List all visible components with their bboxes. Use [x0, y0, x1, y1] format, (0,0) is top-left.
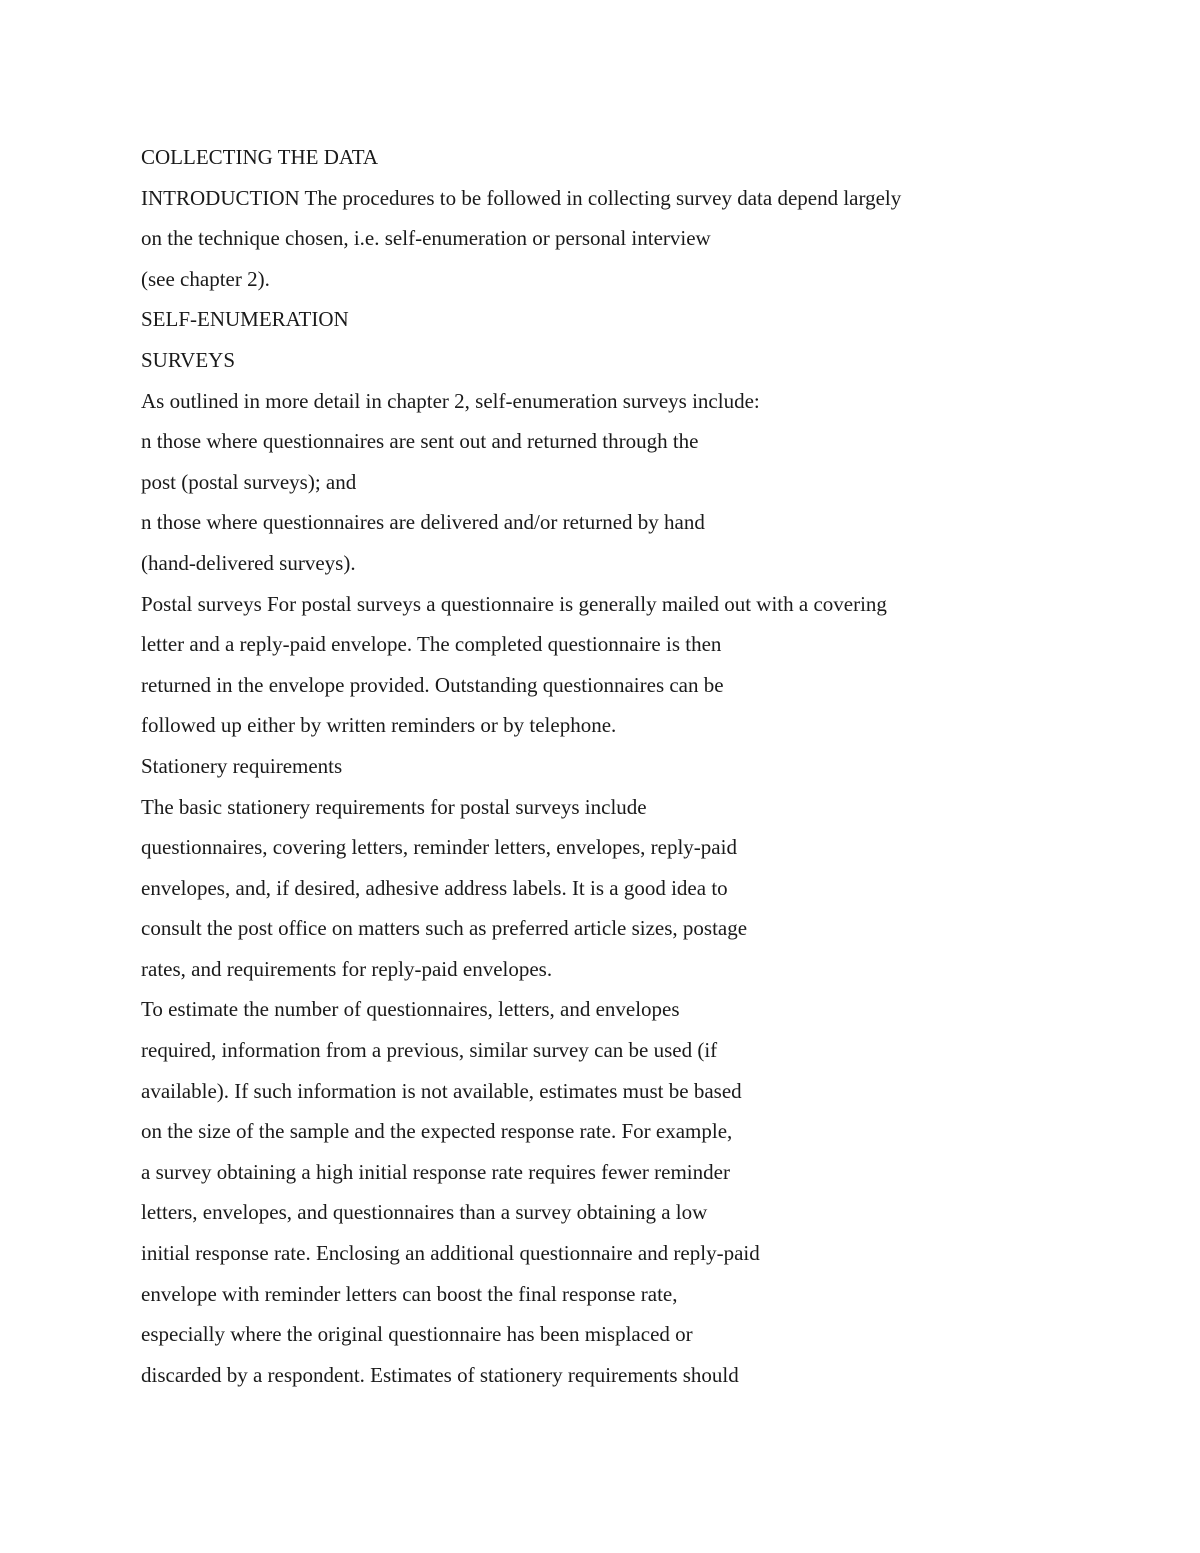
text-line: As outlined in more detail in chapter 2, self-enumeration surveys include: [141, 388, 760, 413]
text-line: returned in the envelope provided. Outstanding questionnaires can be [141, 672, 724, 697]
text-line: required, information from a previous, similar survey can be used (if [141, 1038, 718, 1063]
text-line: envelope with reminder letters can boost the final response rate, [141, 1281, 678, 1306]
introduction-line: INTRODUCTION The procedures to be followed in collecting survey data depend largely [141, 185, 902, 210]
text-line: consult the post office on matters such as preferred article sizes, postage [141, 916, 748, 941]
text-line: letter and a reply-paid envelope. The completed questionnaire is then [141, 632, 722, 657]
section-heading: SURVEYS [141, 347, 236, 372]
document-title: COLLECTING THE DATA [141, 145, 379, 169]
section-heading: SELF-ENUMERATION [141, 307, 349, 332]
text-line: To estimate the number of questionnaires, letters, and envelopes [141, 997, 680, 1022]
text-line: rates, and requirements for reply-paid envelopes. [141, 956, 553, 981]
list-item: n those where questionnaires are sent out and returned through the [141, 429, 699, 454]
text-line: especially where the original questionnaire has been misplaced or [141, 1322, 693, 1347]
list-item: n those where questionnaires are delivered and/or returned by hand [141, 510, 705, 535]
text-line: letters, envelopes, and questionnaires than a survey obtaining a low [141, 1200, 708, 1225]
list-item-continuation: post (postal surveys); and [141, 469, 357, 494]
text-line: The basic stationery requirements for postal surveys include [141, 794, 647, 819]
text-line: on the size of the sample and the expected response rate. For example, [141, 1119, 733, 1144]
text-line: a survey obtaining a high initial response rate requires fewer reminder [141, 1159, 730, 1184]
text-line: initial response rate. Enclosing an additional questionnaire and reply-paid [141, 1241, 760, 1266]
text-line: available). If such information is not available, estimates must be based [141, 1078, 742, 1103]
text-line: questionnaires, covering letters, reminder letters, envelopes, reply-paid [141, 835, 737, 860]
list-item-continuation: (hand-delivered surveys). [141, 550, 356, 575]
text-line: on the technique chosen, i.e. self-enumeration or personal interview [141, 226, 711, 251]
text-line: envelopes, and, if desired, adhesive address labels. It is a good idea to [141, 875, 728, 900]
text-line: discarded by a respondent. Estimates of stationery requirements should [141, 1362, 739, 1387]
text-line: (see chapter 2). [141, 266, 270, 291]
subheading: Stationery requirements [141, 753, 343, 778]
document-body [141, 137, 1141, 1395]
postal-surveys-line: Postal surveys For postal surveys a questionnaire is generally mailed out with a covering [141, 591, 887, 616]
text-line: followed up either by written reminders or by telephone. [141, 713, 617, 738]
